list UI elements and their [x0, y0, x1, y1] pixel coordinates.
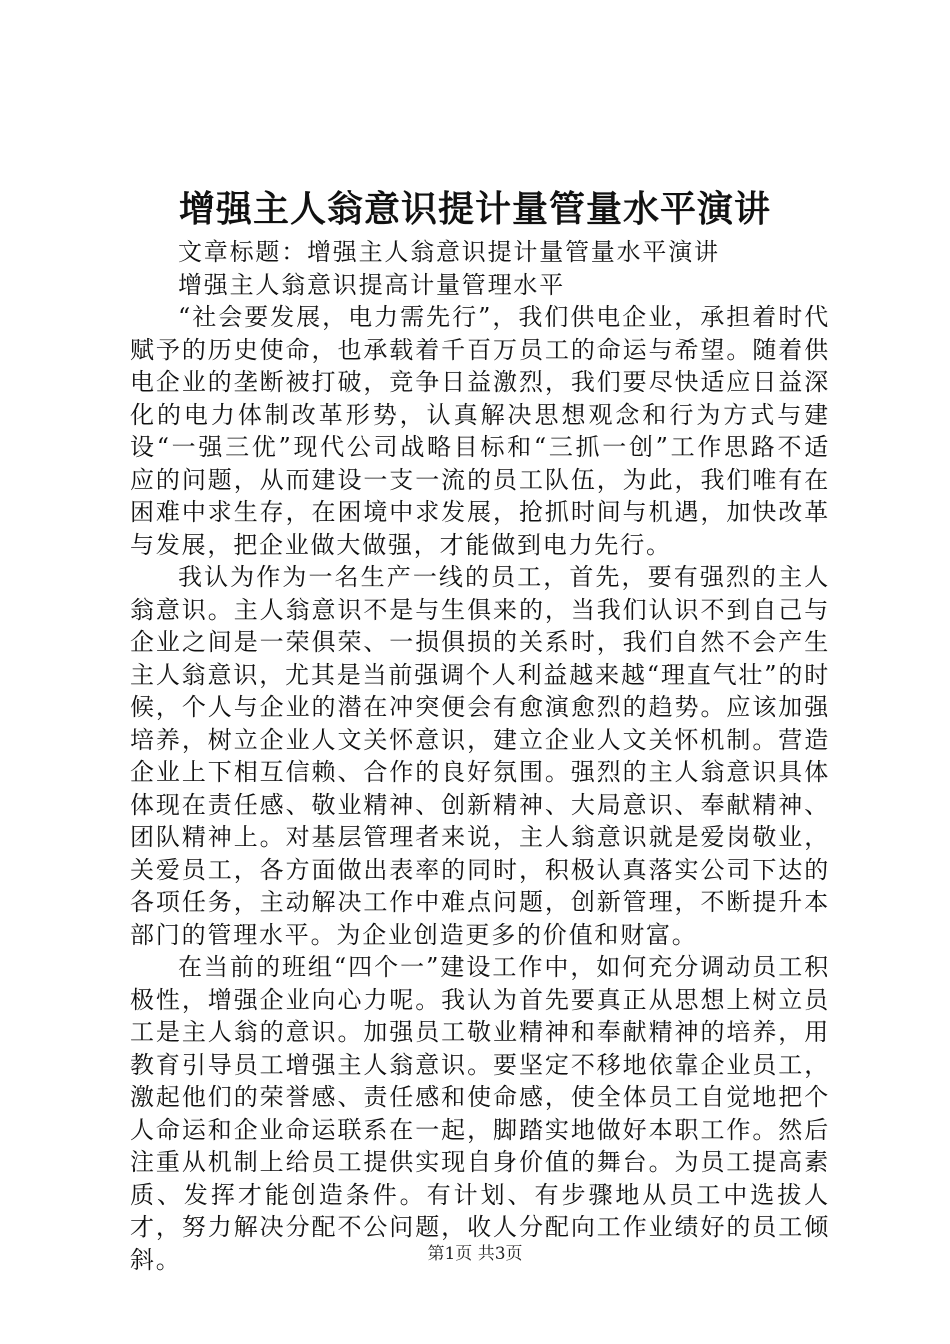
paragraph-1: “社会要发展，电力需先行”，我们供电企业，承担着时代赋予的历史使命，也承载着千百万员工的命运与希望。随着供电企业的垄断被打破，竞争日益激烈，我们要尽快适应日益深化的电力体制改革形势，认真解决思想观念和行为方式与建设“一强三优”现代公司战略目标和“三抓一创”工作思路不适应的问题，从而建设一支一流的员工队伍，为此，我们唯有在困难中求生存，在困境中求发展，抢抓时间与机遇，加快改革与发展，把企业做大做强，才能做到电力先行。 [130, 303, 830, 559]
paragraph-2: 我认为作为一名生产一线的员工，首先，要有强烈的主人翁意识。主人翁意识不是与生俱来的，当我们认识不到自己与企业之间是一荣俱荣、一损俱损的关系时，我们自然不会产生主人翁意识，尤其是当前强调个人利益越来越“理直气壮”的时候，个人与企业的潜在冲突便会有愈演愈烈的趋势。应该加强培养，树立企业人文关怀意识，建立企业人文关怀机制。营造企业上下相互信赖、合作的良好氛围。强烈的主人翁意识具体体现在责任感、敬业精神、创新精神、大局意识、奉献精神、团队精神上。对基层管理者来说，主人翁意识就是爱岗敬业，关爱员工，各方面做出表率的同时，积极认真落实公司下达的各项任务，主动解决工作中难点问题，创新管理，不断提升本部门的管理水平。为企业创造更多的价值和财富。 [130, 563, 830, 949]
document-body [130, 236, 830, 1276]
page-footer: 第1页 共3页 [427, 1244, 523, 1264]
article-title-line: 文章标题：增强主人翁意识提计量管量水平演讲 [178, 238, 720, 266]
paragraph-3: 在当前的班组“四个一”建设工作中，如何充分调动员工积极性，增强企业向心力呢。我认为首先要真正从思想上树立员工是主人翁的意识。加强员工敬业精神和奉献精神的培养，用教育引导员工增强主人翁意识。要坚定不移地依靠企业员工，激起他们的荣誉感、责任感和使命感，使全体员工自觉地把个人命运和企业命运联系在一起，脚踏实地做好本职工作。然后注重从机制上给员工提供实现自身价值的舞台。为员工提高素质、发挥才能创造条件。有计划、有步骤地从员工中选拔人才，努力解决分配不公问题，收人分配向工作业绩好的员工倾斜。 [130, 953, 830, 1274]
document-title: 增强主人翁意识提计量管量水平演讲 [178, 189, 771, 230]
subtitle-line: 增强主人翁意识提高计量管理水平 [178, 270, 565, 299]
